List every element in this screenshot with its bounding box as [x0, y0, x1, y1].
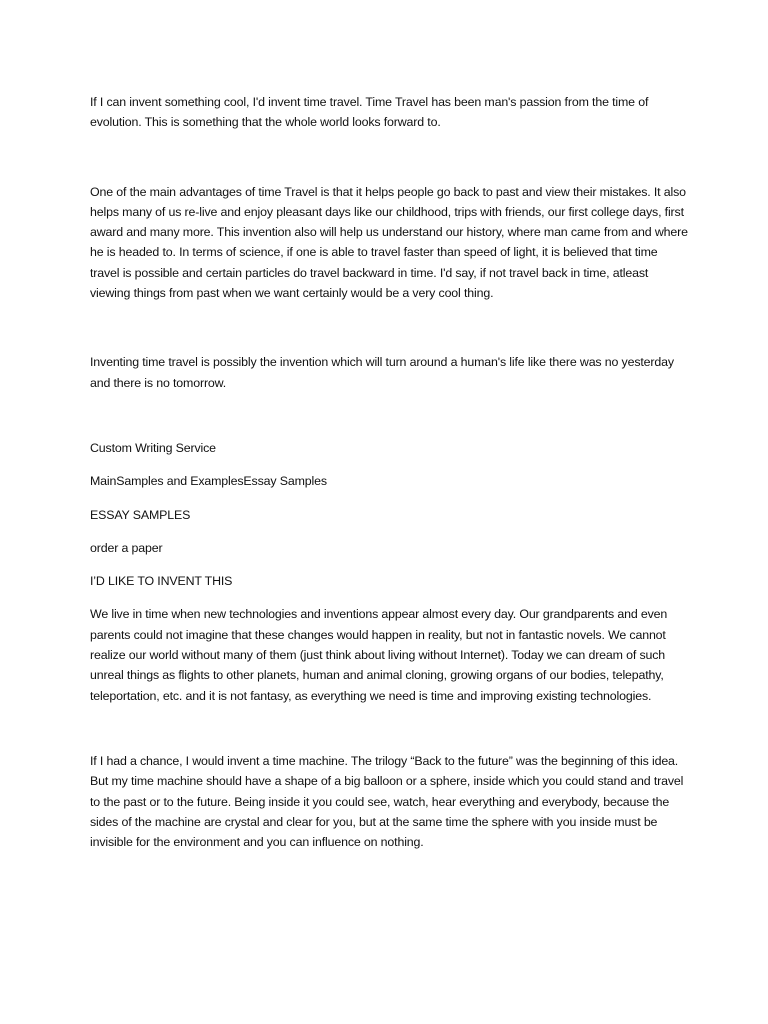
intro-paragraph: If I can invent something cool, I'd invent time travel. Time Travel has been man's passion from the time of evolution. This is something that the whole world looks forward to. — [90, 95, 649, 130]
section-heading: ESSAY SAMPLES — [90, 507, 191, 522]
breadcrumb: MainSamples and ExamplesEssay Samples — [90, 474, 327, 489]
order-link-text: order a paper — [90, 540, 163, 555]
essay-paragraph-1: We live in time when new technologies and inventions appear almost every day. Our grandparents and even parents could not imagine that these changes would happen in reality, but not in fantastic novels. We cannot realize our world without many of them (just think about living without Internet). Today we can dream of such unreal things as flights to other planets, human and animal cloning, growing organs of our bodies, telepathy, teleportation, etc. and it is not fantasy, as everything we need is time and improving existing technologies. — [90, 607, 668, 703]
conclusion-paragraph: Inventing time travel is possibly the invention which will turn around a human's life like there was no yesterday and there is no tomorrow. — [90, 355, 674, 390]
document-page — [90, 92, 690, 852]
advantages-paragraph: One of the main advantages of time Travel is that it helps people go back to past and view their mistakes. It also helps many of us re-live and enjoy pleasant days like our childhood, trips with friends, our first college days, first award and many more. This invention also will help us understand our history, where man came from and where he is headed to. In terms of science, if one is able to travel faster than speed of light, it is believed that time travel is possible and certain particles do travel backward in time. I'd say, if not travel back in time, atleast viewing things from past when we want certainly would be a very cool thing. — [90, 184, 688, 301]
essay-title: I’D LIKE TO INVENT THIS — [90, 574, 233, 589]
service-title: Custom Writing Service — [90, 440, 216, 455]
essay-paragraph-2: If I had a chance, I would invent a time machine. The trilogy “Back to the future” was the beginning of this idea. But my time machine should have a shape of a big balloon or a sphere, inside which you could stand and travel to the past or to the future. Being inside it you could see, watch, hear everything and everybody, because the sides of the machine are crystal and clear for you, but at the same time the sphere with you inside must be invisible for the environment and you can influence on nothing. — [90, 753, 684, 850]
